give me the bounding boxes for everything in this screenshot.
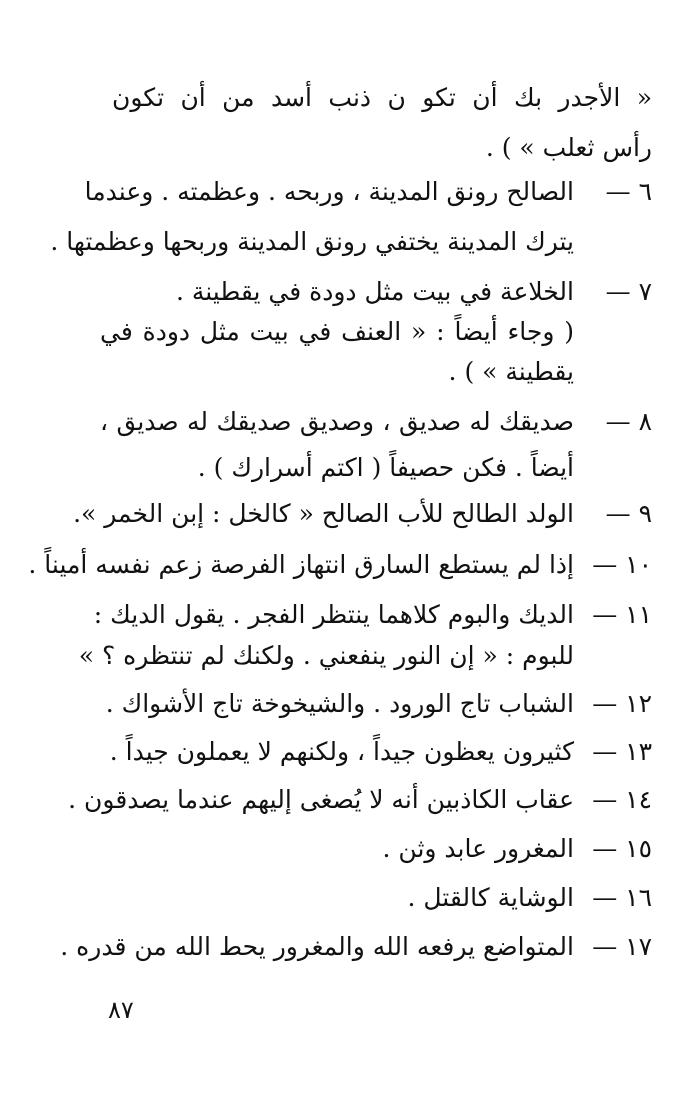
item-line: الصالح رونق المدينة ، وربحه . وعظمته . وعندما: [84, 177, 574, 206]
item-line: صديقك له صديق ، وصديق صديقك له صديق ،: [100, 407, 574, 436]
intro-line-1: « الأجدر بك أن تكو ن ذنب أسد من أن تكون: [112, 83, 652, 112]
item-number: ١٤ —: [592, 785, 652, 814]
item-number: ١٣ —: [592, 737, 652, 766]
item-number: ١٠ —: [592, 550, 652, 579]
item-number: ٧ —: [605, 277, 652, 306]
item-line: عقاب الكاذبين أنه لا يُصغى إليهم عندما يصدقون .: [68, 785, 574, 814]
item-line: الديك والبوم كلاهما ينتظر الفجر . يقول الديك :: [93, 600, 574, 629]
item-number: ١٢ —: [592, 689, 652, 718]
item-number: ١٧ —: [592, 932, 652, 961]
item-number: ٨ —: [605, 407, 652, 436]
page-number: ٨٧: [108, 996, 134, 1024]
item-line: للبوم : « إن النور ينفعني . ولكنك لم تنتظره ؟ »: [78, 641, 574, 670]
item-line: ( وجاء أيضاً : « العنف في بيت مثل دودة في: [100, 317, 574, 346]
item-line: الولد الطالح للأب الصالح « كالخل : إبن الخمر ».: [73, 499, 574, 528]
item-line: الشباب تاج الورود . والشيخوخة تاج الأشواك .: [105, 689, 574, 718]
item-number: ٦ —: [605, 177, 652, 206]
item-line: يترك المدينة يختفي رونق المدينة وربحها وعظمتها .: [50, 227, 574, 256]
item-number: ١١ —: [592, 600, 652, 629]
item-number: ١٥ —: [592, 834, 652, 863]
item-line: إذا لم يستطع السارق انتهاز الفرصة زعم نفسه أميناً .: [28, 550, 574, 579]
item-number: ١٦ —: [592, 883, 652, 912]
item-line: كثيرون يعظون جيداً ، ولكنهم لا يعملون جيداً .: [109, 737, 574, 766]
item-line: أيضاً . فكن حصيفاً ( اكتم أسرارك ) .: [197, 453, 574, 482]
item-line: الخلاعة في بيت مثل دودة في يقطينة .: [175, 277, 574, 306]
item-line: الوشاية كالقتل .: [407, 883, 574, 912]
item-line: يقطينة » ) .: [448, 357, 574, 386]
intro-line-2: رأس ثعلب » ) .: [485, 133, 652, 162]
item-line: المتواضع يرفعه الله والمغرور يحط الله من قدره .: [60, 932, 574, 961]
item-line: المغرور عابد وثن .: [382, 834, 574, 863]
item-number: ٩ —: [605, 499, 652, 528]
